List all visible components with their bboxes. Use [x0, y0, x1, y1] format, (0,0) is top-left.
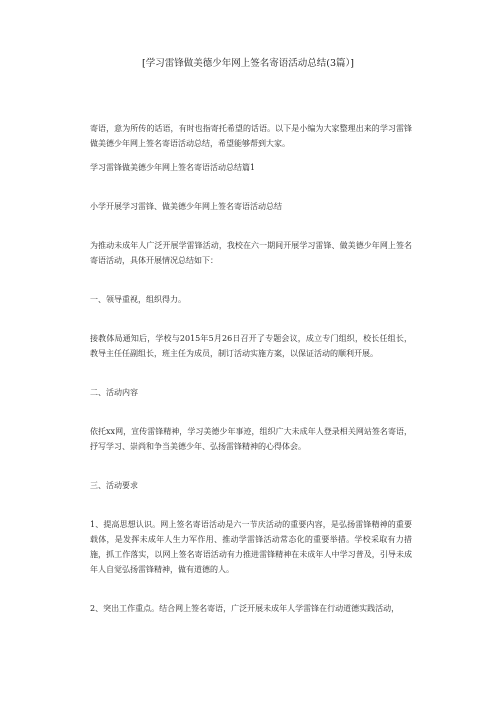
requirement-2-paragraph: 2、突出工作重点。结合网上签名寄语，广泛开展未成年人学雷锋在行动道德实践活动，: [90, 604, 400, 613]
activity-content-paragraph: 依托xx网，宣传雷锋精神，学习美德少年事迹，组织广大未成年人登录相关网站签名寄语，抒写学习、崇尚和争当美德少年、弘扬雷锋精神的心得体会。: [90, 427, 412, 451]
heading-activity-content: 二、活动内容: [90, 388, 138, 397]
intro-paragraph: 寄语，意为所传的话语，有时也指寄托希望的话语。以下是小编为大家整理出来的学习雷锋做美德少年网上签名寄语活动总结，希望能够帮到大家。: [90, 124, 412, 148]
leadership-paragraph: 接教体局通知后，学校与2015年5月26日召开了专题会议，成立专门组织，校长任组长，教导主任任副组长，班主任为成员，制订活动实施方案，以保证活动的顺利开展。: [90, 334, 412, 358]
overview-paragraph: 为推动未成年人广泛开展学雷锋活动，我校在六一期间开展学习雷锋、做美德少年网上签名寄语活动，具体开展情况总结如下：: [90, 241, 412, 265]
requirement-1-paragraph: 1、提高思想认识。网上签名寄语活动是六一节庆活动的重要内容，是弘扬雷锋精神的重要载体，是发挥未成年人生力军作用、推动学雷锋活动常态化的重要举措。学校采取有力措施，抓工作落实，以网上签名寄语活动有力推进雷锋精神在未成年人中学习普及，引导未成年人自觉弘扬雷锋精神，做有道德的人。: [90, 520, 412, 574]
section-heading-part-1: 学习雷锋做美德少年网上签名寄语活动总结篇1: [90, 163, 256, 172]
report-subtitle: 小学开展学习雷锋、做美德少年网上签名寄语活动总结: [90, 202, 282, 211]
document-title: [学习雷锋做美德少年网上签名寄语活动总结(3篇）]: [142, 58, 354, 69]
heading-leadership: 一、领导重视，组织得力。: [90, 295, 186, 304]
heading-activity-requirements: 三、活动要求: [90, 481, 138, 490]
